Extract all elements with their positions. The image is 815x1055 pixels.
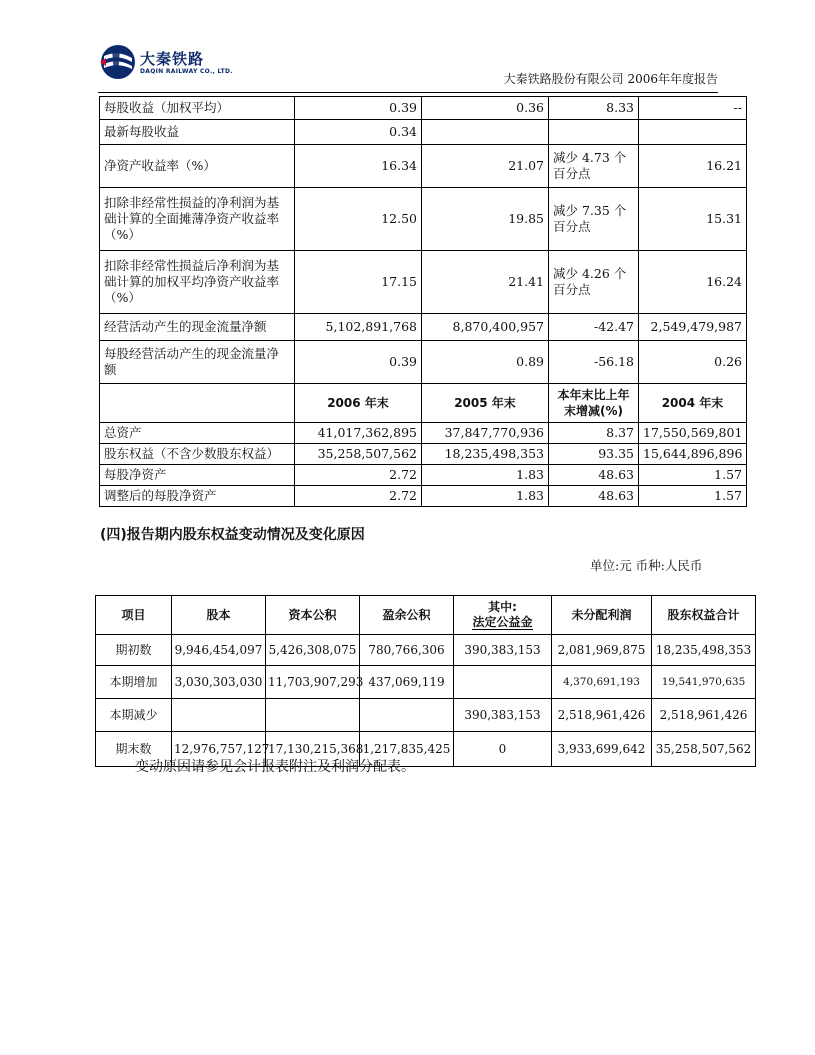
data-cell — [422, 120, 549, 145]
data-cell: 3,933,699,642 — [552, 732, 652, 767]
header-cell: 股本 — [172, 596, 266, 635]
data-cell: 48.63 — [549, 486, 639, 507]
data-cell: 8,870,400,957 — [422, 314, 549, 341]
data-cell: 减少 4.26 个百分点 — [549, 251, 639, 314]
data-cell: 0.39 — [295, 341, 422, 384]
data-cell: 780,766,306 — [360, 635, 454, 666]
data-cell: 0 — [454, 732, 552, 767]
header-cell: 项目 — [96, 596, 172, 635]
table-row — [100, 341, 747, 384]
data-cell: 0.36 — [422, 97, 549, 120]
table-row — [100, 444, 747, 465]
data-cell — [172, 699, 266, 732]
data-cell: 3,030,303,030 — [172, 666, 266, 699]
section-title: (四)报告期内股东权益变动情况及变化原因 — [100, 527, 365, 543]
row-label: 扣除非经常性损益后净利润为基础计算的加权平均净资产收益率（%） — [100, 251, 295, 314]
data-cell: 2,518,961,426 — [552, 699, 652, 732]
data-cell: 390,383,153 — [454, 635, 552, 666]
data-cell: 2,518,961,426 — [652, 699, 756, 732]
table-row — [100, 97, 747, 120]
data-cell: 0.89 — [422, 341, 549, 384]
data-cell: -- — [639, 97, 747, 120]
company-logo — [98, 42, 248, 86]
row-label: 调整后的每股净资产 — [100, 486, 295, 507]
table-row — [100, 251, 747, 314]
page-header — [98, 42, 718, 90]
header-cell: 本年末比上年末增减(%) — [549, 384, 639, 423]
row-label: 扣除非经常性损益的净利润为基础计算的全面摊薄净资产收益率（%） — [100, 188, 295, 251]
row-label: 本期减少 — [96, 699, 172, 732]
row-label: 每股经营活动产生的现金流量净额 — [100, 341, 295, 384]
row-label: 总资产 — [100, 423, 295, 444]
unit-label: 单位:元 币种:人民币 — [590, 558, 703, 573]
data-cell — [454, 666, 552, 699]
header-cell: 2004 年末 — [639, 384, 747, 423]
data-cell: 1.57 — [639, 486, 747, 507]
header-line — [456, 615, 549, 630]
data-cell: 减少 4.73 个百分点 — [549, 145, 639, 188]
row-label: 净资产收益率（%） — [100, 145, 295, 188]
data-cell: 17.15 — [295, 251, 422, 314]
row-label: 每股收益（加权平均） — [100, 97, 295, 120]
table-row — [100, 465, 747, 486]
header-cell: 股东权益合计 — [652, 596, 756, 635]
row-label: 本期增加 — [96, 666, 172, 699]
header-cell: 未分配利润 — [552, 596, 652, 635]
header-divider — [98, 92, 718, 93]
data-cell: 35,258,507,562 — [652, 732, 756, 767]
data-cell: 19,541,970,635 — [652, 666, 756, 699]
data-cell: 16.21 — [639, 145, 747, 188]
data-cell — [360, 699, 454, 732]
data-cell: 5,426,308,075 — [266, 635, 360, 666]
data-cell: 16.24 — [639, 251, 747, 314]
data-cell — [639, 120, 747, 145]
table-row — [100, 486, 747, 507]
logo-chinese-text: 大秦铁路 — [140, 50, 205, 68]
data-cell: 17,130,215,368 — [266, 732, 360, 767]
report-title: 大秦铁路股份有限公司 2006年年度报告 — [503, 72, 718, 86]
data-cell: 2.72 — [295, 486, 422, 507]
data-cell: 1.83 — [422, 486, 549, 507]
financial-indicators-table — [99, 96, 747, 507]
data-cell: 35,258,507,562 — [295, 444, 422, 465]
data-cell: 0.34 — [295, 120, 422, 145]
data-cell: -42.47 — [549, 314, 639, 341]
data-cell: 18,235,498,353 — [652, 635, 756, 666]
row-label: 期初数 — [96, 635, 172, 666]
data-cell: 0.26 — [639, 341, 747, 384]
data-cell: 9,946,454,097 — [172, 635, 266, 666]
data-cell: 1.57 — [639, 465, 747, 486]
data-cell: 减少 7.35 个百分点 — [549, 188, 639, 251]
table-row — [96, 699, 756, 732]
data-cell: 15,644,896,896 — [639, 444, 747, 465]
data-cell: 17,550,569,801 — [639, 423, 747, 444]
data-cell: 4,370,691,193 — [552, 666, 652, 699]
change-reason-note: 变动原因请参见会计报表附注及利润分配表。 — [135, 759, 415, 775]
header-line: 其中: — [488, 600, 517, 614]
row-label: 每股净资产 — [100, 465, 295, 486]
table-row — [100, 120, 747, 145]
header-cell: 2006 年末 — [295, 384, 422, 423]
data-cell: 8.37 — [549, 423, 639, 444]
header-cell — [454, 596, 552, 635]
data-cell: 437,069,119 — [360, 666, 454, 699]
data-cell: 16.34 — [295, 145, 422, 188]
header-cell: 盈余公积 — [360, 596, 454, 635]
data-cell: 12.50 — [295, 188, 422, 251]
row-label: 股东权益（不含少数股东权益） — [100, 444, 295, 465]
data-cell: 21.41 — [422, 251, 549, 314]
data-cell: 21.07 — [422, 145, 549, 188]
table-header-row — [100, 384, 747, 423]
header-underlined-text: 法定公益金 — [472, 615, 533, 629]
data-cell: 2,081,969,875 — [552, 635, 652, 666]
table-row — [100, 423, 747, 444]
table-row — [100, 145, 747, 188]
data-cell: 15.31 — [639, 188, 747, 251]
data-cell: 390,383,153 — [454, 699, 552, 732]
data-cell: 12,976,757,127 — [172, 732, 266, 767]
data-cell: 37,847,770,936 — [422, 423, 549, 444]
logo-english-text: DAQIN RAILWAY CO., LTD. — [140, 68, 233, 75]
table-row — [100, 314, 747, 341]
row-label: 最新每股收益 — [100, 120, 295, 145]
data-cell: 11,703,907,293 — [266, 666, 360, 699]
header-cell: 2005 年末 — [422, 384, 549, 423]
data-cell: 1.83 — [422, 465, 549, 486]
row-label: 经营活动产生的现金流量净额 — [100, 314, 295, 341]
data-cell: 48.63 — [549, 465, 639, 486]
data-cell: 0.39 — [295, 97, 422, 120]
row-label: 期末数 — [96, 732, 172, 767]
data-cell: 18,235,498,353 — [422, 444, 549, 465]
table-row — [96, 635, 756, 666]
data-cell: 1,217,835,425 — [360, 732, 454, 767]
data-cell: 41,017,362,895 — [295, 423, 422, 444]
data-cell: 93.35 — [549, 444, 639, 465]
data-cell: 2.72 — [295, 465, 422, 486]
data-cell: -56.18 — [549, 341, 639, 384]
equity-change-table — [95, 595, 756, 767]
header-cell — [100, 384, 295, 423]
table-header-row — [96, 596, 756, 635]
data-cell: 19.85 — [422, 188, 549, 251]
data-cell: 2,549,479,987 — [639, 314, 747, 341]
table-row — [100, 188, 747, 251]
data-cell: 5,102,891,768 — [295, 314, 422, 341]
table-row — [96, 666, 756, 699]
data-cell — [266, 699, 360, 732]
daqin-logo-icon — [98, 42, 138, 82]
header-cell: 资本公积 — [266, 596, 360, 635]
data-cell — [549, 120, 639, 145]
data-cell: 8.33 — [549, 97, 639, 120]
